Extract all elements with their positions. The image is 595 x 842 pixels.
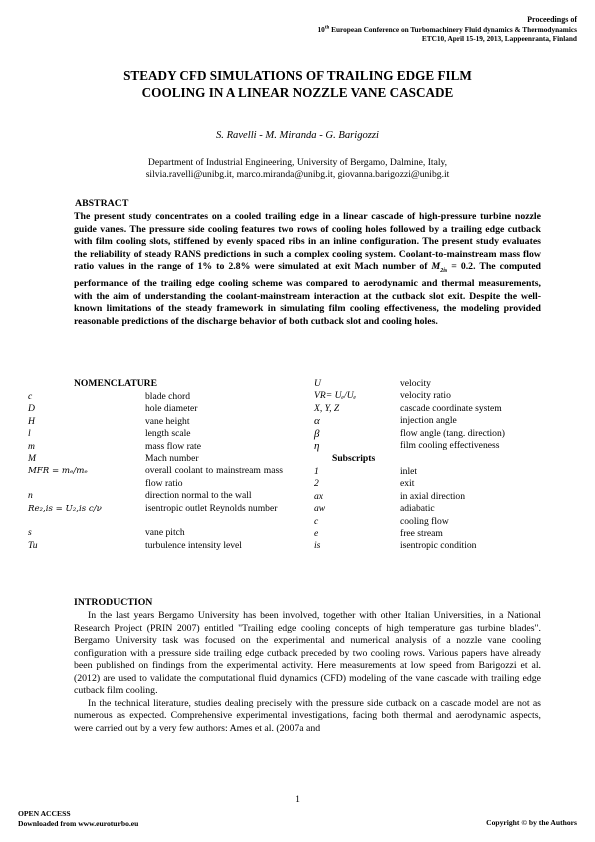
nom-symbol: Tu (28, 539, 38, 551)
nom-symbol: U (314, 378, 321, 389)
nom-definition: cascade coordinate system (400, 402, 502, 414)
subscripts-heading: Subscripts (332, 453, 376, 464)
nom-symbol: s (28, 527, 32, 539)
abstract-heading: ABSTRACT (75, 198, 129, 209)
sub-definition: adiabatic (400, 503, 435, 515)
header-line2-sup: th (324, 25, 330, 31)
header-line2-text: European Conference on Turbomachinery Fluid dynamics & Thermodynamics (329, 24, 577, 34)
nom-symbol: MFR = mₑ/mₑ (28, 466, 88, 477)
nom-symbol: X, Y, Z (314, 402, 340, 414)
nom-symbol: m (28, 440, 35, 452)
header-line2-num: 10 (317, 24, 325, 34)
copyright-notice: Copyright © by the Authors (486, 818, 577, 827)
nom-definition: length scale (145, 428, 191, 440)
nom-symbol: l (28, 428, 31, 440)
footer-left (18, 809, 138, 829)
nom-definition: turbulence intensity level (145, 539, 242, 551)
nom-definition: overall coolant to mainstream mass flow ratio (145, 465, 283, 489)
nom-definition: isentropic outlet Reynolds number (145, 502, 278, 514)
abstract-text-1: The present study concentrates on a cooled trailing edge in a linear cascade of high-pressure turbine nozzle guide vanes. The pressure side cooling features two rows of cooling holes followed by a trailing edge cutback with film cooling slots, stiffened by evenly spaced ribs in an inline configuration. The present study evaluates the reliability of steady RANS predictions in such a complex cooling system. Coolant-to-mainstream mass flow ratio values in the range of 1% to 2.8% were simulated at exit Mach number of (74, 211, 541, 273)
header-line3: ETC10, April 15-19, 2013, Lappeenranta, Finland (421, 34, 577, 44)
sub-symbol: is (314, 540, 321, 552)
nom-definition: injection angle (400, 415, 457, 427)
nom-definition: velocity (400, 378, 431, 389)
nom-symbol: D (28, 403, 35, 415)
header-line2 (157, 25, 577, 35)
nom-symbol: Re₂,is = U₂,is c/ν (28, 503, 102, 514)
nomenclature-heading: NOMENCLATURE (74, 378, 157, 389)
nom-definition: flow angle (tang. direction) (400, 427, 505, 439)
introduction-heading: INTRODUCTION (74, 597, 153, 608)
nomenclature-right-column (314, 378, 574, 578)
nom-symbol: α (314, 415, 320, 428)
nom-symbol: η (314, 440, 320, 452)
download-source: Downloaded from www.euroturbo.eu (18, 819, 139, 828)
nom-symbol: n (28, 490, 33, 502)
nom-symbol: c (28, 391, 33, 402)
nom-definition: hole diameter (145, 403, 198, 415)
sub-definition: isentropic condition (400, 540, 477, 552)
page-number: 1 (295, 794, 300, 805)
sub-definition: free stream (400, 528, 443, 539)
title-line1: STEADY CFD SIMULATIONS OF TRAILING EDGE FILM (123, 68, 472, 83)
sub-definition: in axial direction (400, 490, 466, 502)
abstract-body (74, 211, 541, 328)
affiliation-line1: Department of Industrial Engineering, University of Bergamo, Dalmine, Italy, (147, 157, 448, 168)
sub-symbol: 1 (314, 466, 319, 477)
mach-symbol: M (431, 261, 441, 273)
mach-subscript: 2is (440, 268, 448, 275)
intro-paragraph-1: In the last years Bergamo University has been involved, together with other Italian Universities, in a National Research Project (PRIN 2007) entitled "Trailing edge cooling concepts of high temperature gas turbine blades". Bergamo University task was focused on the experimental and numerical analysis of a nozzle vane cooling configuration with a pressure side trailing edge cutback preceded by two cooling rows. Various papers have already been published on findings from the experimental activity. Here measurements at low speed from Barigozzi et al. (2012) are used to validate the computational fluid dynamics (CFD) modeling of the vane cascade with trailing edge cutback film cooling. (74, 610, 541, 697)
abstract-text-2: = 0.2. The computed performance of the trailing edge cooling scheme was compared to aerodynamic and thermal measurements, with the aim of understanding the coolant-mainstream interaction at the cutback slot exit. Despite the well-known limitations of the steady framework in simulating film cooling effectiveness, the modeling provided reasonable predictions of the discharge behavior of both cutback slot and cooling holes. (74, 261, 541, 327)
sub-symbol: ax (314, 490, 324, 502)
nom-definition: direction normal to the wall (145, 490, 252, 502)
sub-definition: cooling flow (400, 515, 449, 527)
affiliation-emails: silvia.ravelli@unibg.it, marco.miranda@unibg.it, giovanna.barigozzi@unibg.it (145, 169, 450, 181)
nom-definition: Mach number (145, 453, 199, 464)
affiliation (60, 157, 535, 182)
sub-definition: inlet (400, 466, 418, 477)
nom-symbol: β (314, 427, 320, 440)
nom-definition: velocity ratio (400, 390, 451, 402)
sub-definition: exit (400, 478, 415, 490)
sub-symbol: c (314, 515, 319, 527)
intro-paragraph-2: In the technical literature, studies dealing precisely with the pressure side cutback on a cascade model are not as numerous as expected. Comprehensive experimental investigations, facing both thermal and aerodynamic aspects, were carried out by a very few authors: Ames et al. (2007a and (74, 697, 541, 734)
sub-symbol: aw (314, 503, 326, 515)
nom-definition: vane pitch (145, 527, 185, 539)
nomenclature-left-column (28, 391, 283, 571)
open-access-label: OPEN ACCESS (18, 809, 71, 818)
authors: S. Ravelli - M. Miranda - G. Barigozzi (215, 130, 379, 141)
introduction-body (74, 610, 541, 735)
sub-symbol: e (314, 528, 319, 539)
header-line1: Proceedings of (527, 15, 577, 24)
paper-title (60, 68, 535, 101)
nom-definition: film cooling effectiveness (400, 440, 500, 451)
nom-symbol: VR= Uₑ/Uₑ (314, 390, 357, 402)
nom-definition: blade chord (145, 391, 191, 402)
sub-symbol: 2 (314, 478, 319, 490)
nom-definition: vane height (145, 415, 190, 427)
nom-symbol: H (28, 415, 35, 427)
proceedings-header (157, 15, 577, 44)
nom-definition: mass flow rate (145, 440, 201, 452)
nom-symbol: M (28, 453, 36, 464)
title-line2: COOLING IN A LINEAR NOZZLE VANE CASCADE (141, 84, 454, 100)
